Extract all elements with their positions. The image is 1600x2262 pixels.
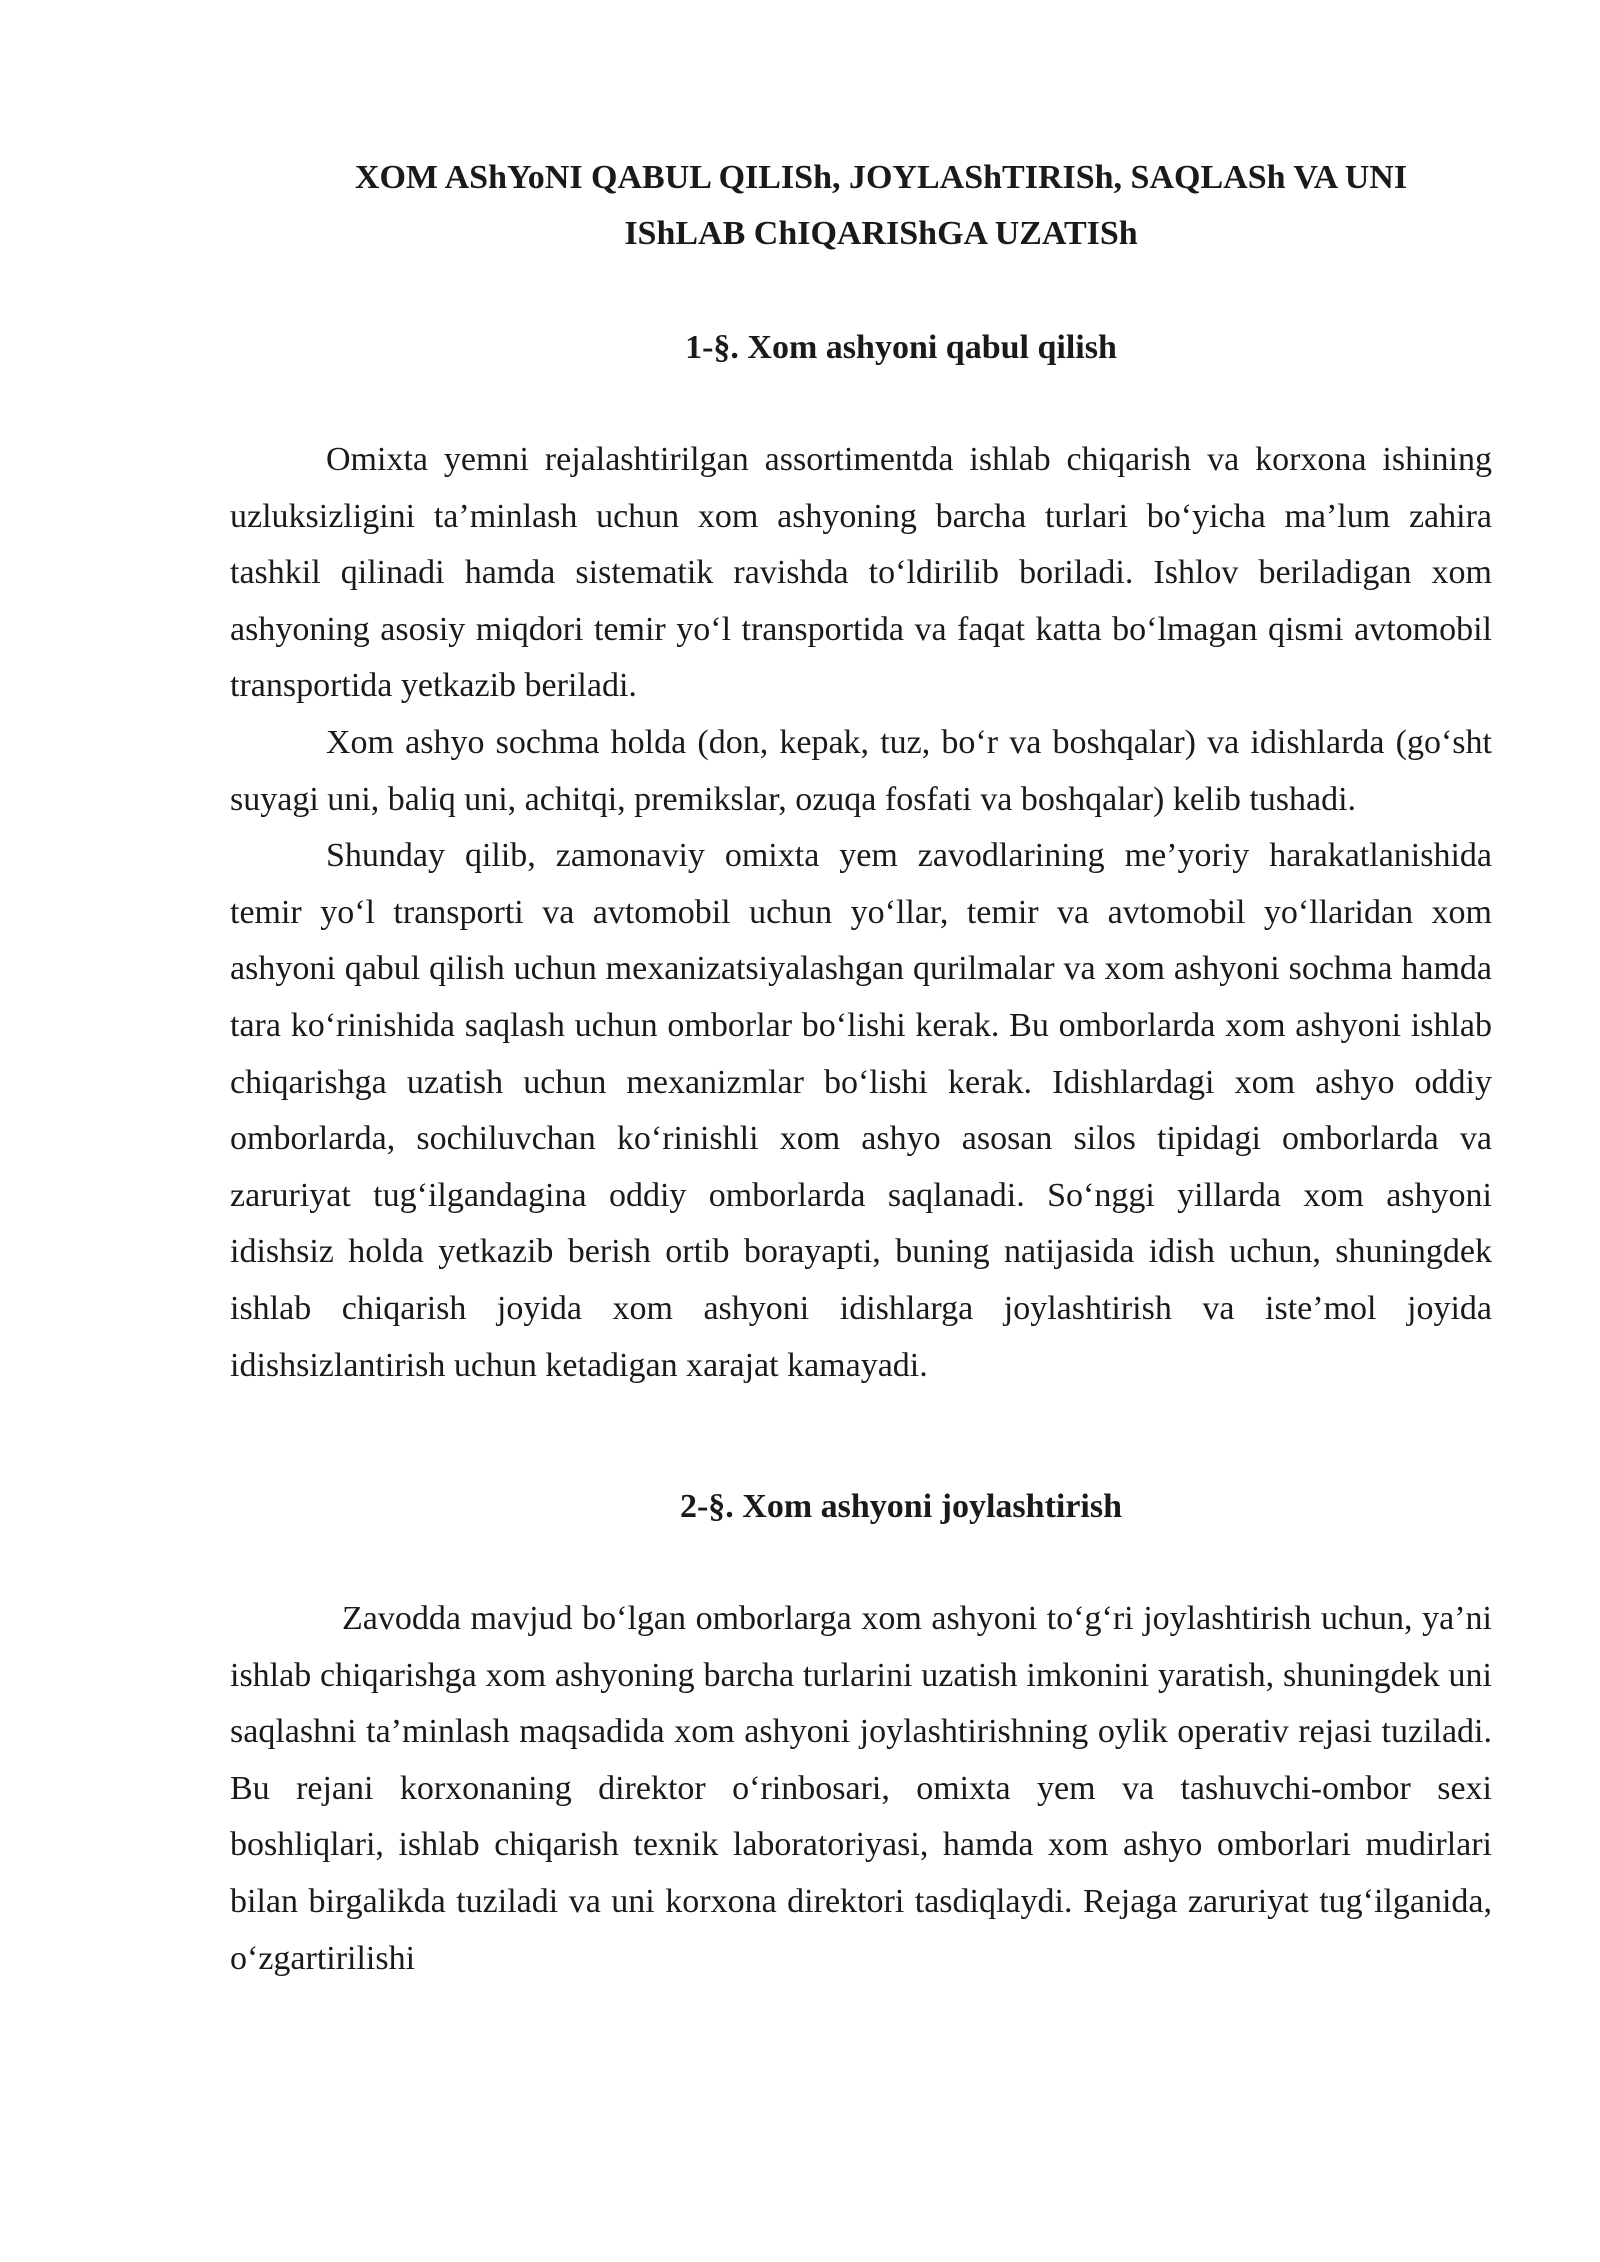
section-1-heading: 1-§. Xom ashyoni qabul qilish xyxy=(685,329,1117,366)
document-title-line-2: IShLAB ChIQARIShGA UZATISh xyxy=(624,215,1138,252)
document-page xyxy=(230,150,1492,1987)
section-1-paragraph-3: Shunday qilib, zamonaviy omixta yem zavodlarining me’yoriy harakatlanishida temir yo‘l transporti va avtomobil uchun yo‘llar, temir va avtomobil yo‘llaridan xom ashyoni qabul qilish uchun mexanizatsiyalashgan qurilmalar va xom ashyoni sochma hamda tara ko‘rinishida saqlash uchun omborlar bo‘lishi kerak. Bu omborlarda xom ashyoni ishlab chiqarishga uzatish uchun mexanizmlar bo‘lishi kerak. Idishlardagi xom ashyo oddiy omborlarda, sochiluvchan ko‘rinishli xom ashyo asosan silos tipidagi omborlarda va zaruriyat tug‘ilgandagina oddiy omborlarda saqlanadi. So‘nggi yillarda xom ashyoni idishsiz holda yetkazib berish ortib borayapti, buning natijasida idish uchun, shuningdek ishlab chiqarish joyida xom ashyoni idishlarga joylashtirish va iste’mol joyida idishsizlantirish uchun ketadigan xarajat kamayadi. xyxy=(230,837,1492,1384)
section-2-paragraph-1: Zavodda mavjud bo‘lgan omborlarga xom ashyoni to‘g‘ri joylashtirish uchun, ya’ni ishlab chiqarishga xom ashyoning barcha turlarini uzatish imkonini yaratish, shuningdek uni saqlashni ta’minlash maqsadida xom ashyoni joylashtirishning oylik operativ rejasi tuziladi. Bu rejani korxonaning direktor o‘rinbosari, omixta yem va tashuvchi-ombor sexi boshliqlari, ishlab chiqarish texnik laboratoriyasi, hamda xom ashyo omborlari mudirlari bilan birgalikda tuziladi va uni korxona direktori tasdiqlaydi. Rejaga zaruriyat tug‘ilganida, o‘zgartirilishi xyxy=(230,1600,1492,1977)
document-title-line-1: XOM AShYoNI QABUL QILISh, JOYLAShTIRISh, SAQLASh VA UNI xyxy=(354,159,1408,196)
document-title xyxy=(230,150,1492,262)
section-2-heading: 2-§. Xom ashyoni joylashtirish xyxy=(679,1488,1123,1526)
section-1-paragraph-2: Xom ashyo sochma holda (don, kepak, tuz, bo‘r va boshqalar) va idishlarda (go‘sht suyagi uni, baliq uni, achitqi, premikslar, ozuqa fosfati va boshqalar) kelib tushadi. xyxy=(230,723,1492,818)
section-1-paragraph-1: Omixta yemni rejalashtirilgan assortimentda ishlab chiqarish va korxona ishining uzluksizligini ta’minlash uchun xom ashyoning barcha turlari bo‘yicha ma’lum zahira tashkil qilinadi hamda sistematik ravishda to‘ldirilib boriladi. Ishlov beriladigan xom ashyoning asosiy miqdori temir yo‘l transportida va faqat katta bo‘lmagan qismi avtomobil transportida yetkazib beriladi. xyxy=(230,441,1492,705)
